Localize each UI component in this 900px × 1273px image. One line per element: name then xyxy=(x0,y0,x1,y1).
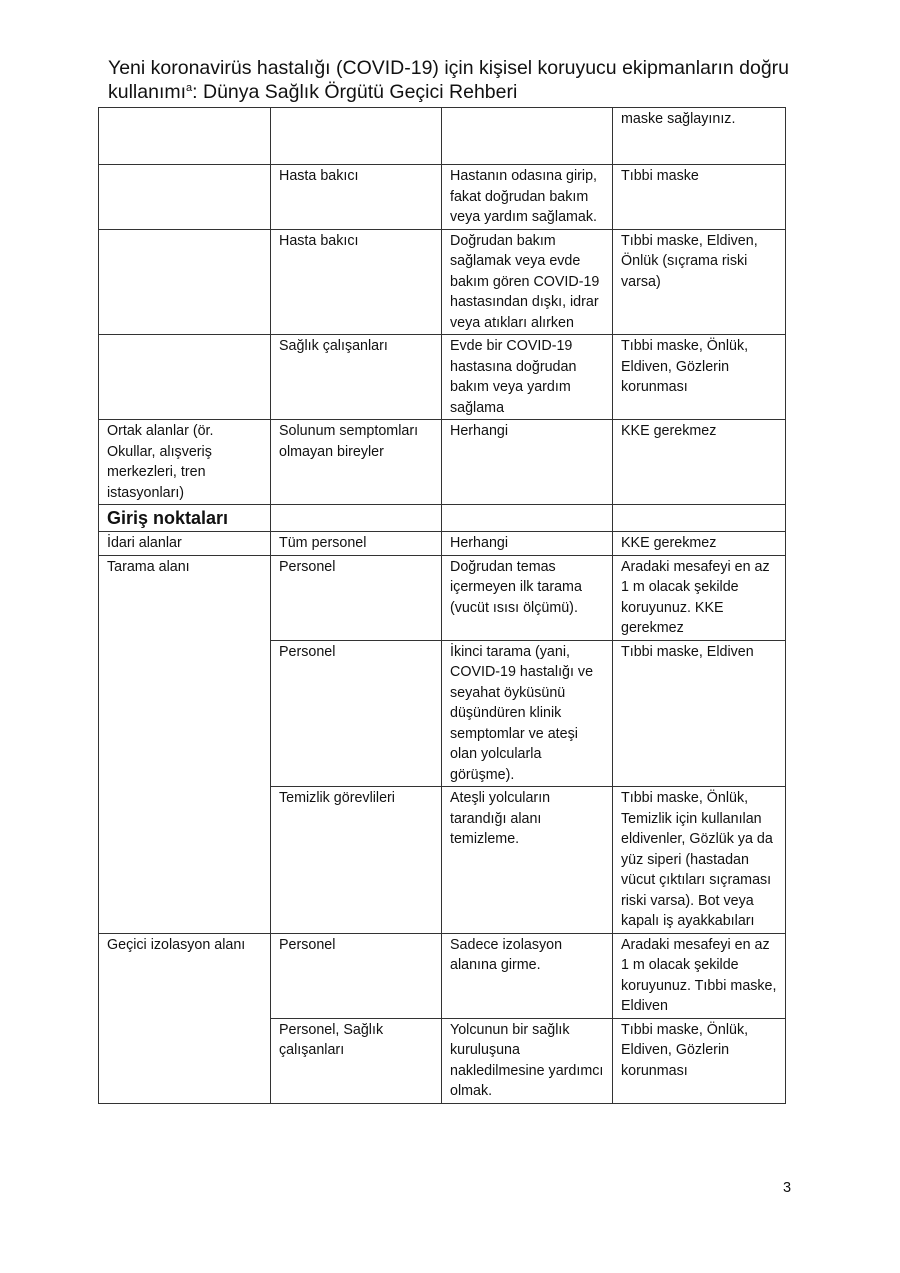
personnel-cell: Personel xyxy=(271,640,442,787)
ppe-cell: Aradaki mesafeyi en az 1 m olacak şekilde koruyunuz. Tıbbi maske, Eldiven xyxy=(613,933,786,1018)
personnel-cell: Sağlık çalışanları xyxy=(271,335,442,420)
header-title-rest: : Dünya Sağlık Örgütü Geçici Rehberi xyxy=(192,81,518,103)
ppe-cell: Tıbbi maske, Önlük, Temizlik için kullanılan eldivenler, Gözlük ya da yüz siperi (hastadan vücut çıktıları sıçraması riski varsa). Bot veya kapalı iş ayakkabıları xyxy=(613,787,786,934)
empty-cell xyxy=(613,505,786,532)
header-title-word: kullanımı xyxy=(108,81,187,103)
ppe-cell: Tıbbi maske xyxy=(613,165,786,230)
table-row xyxy=(99,335,786,420)
table-row xyxy=(99,108,786,165)
table-row xyxy=(99,229,786,335)
setting-cell: İdari alanlar xyxy=(99,532,271,556)
table-row xyxy=(99,165,786,230)
empty-cell xyxy=(271,505,442,532)
setting-cell xyxy=(99,108,271,165)
setting-cell xyxy=(99,229,271,335)
empty-cell xyxy=(442,505,613,532)
activity-cell: İkinci tarama (yani, COVID-19 hastalığı ve seyahat öyküsünü düşündüren klinik semptomlar ve ateşi olan yolcularla görüşme). xyxy=(442,640,613,787)
ppe-cell: Tıbbi maske, Önlük, Eldiven, Gözlerin korunması xyxy=(613,335,786,420)
ppe-table xyxy=(98,107,786,1104)
personnel-cell: Temizlik görevlileri xyxy=(271,787,442,934)
activity-cell: Ateşli yolcuların tarandığı alanı temizleme. xyxy=(442,787,613,934)
personnel-cell: Personel xyxy=(271,555,442,640)
ppe-cell: Tıbbi maske, Eldiven xyxy=(613,640,786,787)
personnel-cell: Hasta bakıcı xyxy=(271,165,442,230)
header-title-line-1: Yeni koronavirüs hastalığı (COVID-19) için kişisel koruyucu ekipmanların doğru xyxy=(108,57,790,79)
personnel-cell: Hasta bakıcı xyxy=(271,229,442,335)
setting-cell: Geçici izolasyon alanı xyxy=(99,933,271,1103)
activity-cell: Herhangi xyxy=(442,420,613,505)
document-header xyxy=(108,56,808,104)
table-row xyxy=(99,933,786,1018)
personnel-cell: Solunum semptomları olmayan bireyler xyxy=(271,420,442,505)
ppe-cell: Tıbbi maske, Eldiven, Önlük (sıçrama riski varsa) xyxy=(613,229,786,335)
table-row xyxy=(99,555,786,640)
activity-cell: Doğrudan temas içermeyen ilk tarama (vucüt ısısı ölçümü). xyxy=(442,555,613,640)
section-row xyxy=(99,505,786,532)
setting-cell xyxy=(99,165,271,230)
activity-cell: Doğrudan bakım sağlamak veya evde bakım gören COVID-19 hastasından dışkı, idrar veya atıkları alırken xyxy=(442,229,613,335)
page-number: 3 xyxy=(783,1180,792,1196)
header-title-line-2 xyxy=(108,80,808,104)
personnel-cell xyxy=(271,108,442,165)
ppe-cell: KKE gerekmez xyxy=(613,420,786,505)
table-row xyxy=(99,532,786,556)
table-row xyxy=(99,420,786,505)
footnote-marker: a xyxy=(186,82,193,94)
section-heading: Giriş noktaları xyxy=(99,505,271,532)
ppe-cell: Tıbbi maske, Önlük, Eldiven, Gözlerin korunması xyxy=(613,1018,786,1103)
activity-cell: Hastanın odasına girip, fakat doğrudan bakım veya yardım sağlamak. xyxy=(442,165,613,230)
ppe-cell: KKE gerekmez xyxy=(613,532,786,556)
setting-cell: Tarama alanı xyxy=(99,555,271,933)
activity-cell: Evde bir COVID-19 hastasına doğrudan bakım veya yardım sağlama xyxy=(442,335,613,420)
activity-cell xyxy=(442,108,613,165)
ppe-cell: maske sağlayınız. xyxy=(613,108,786,165)
personnel-cell: Tüm personel xyxy=(271,532,442,556)
activity-cell: Herhangi xyxy=(442,532,613,556)
personnel-cell: Personel xyxy=(271,933,442,1018)
personnel-cell: Personel, Sağlık çalışanları xyxy=(271,1018,442,1103)
ppe-cell: Aradaki mesafeyi en az 1 m olacak şekilde koruyunuz. KKE gerekmez xyxy=(613,555,786,640)
setting-cell: Ortak alanlar (ör. Okullar, alışveriş merkezleri, tren istasyonları) xyxy=(99,420,271,505)
activity-cell: Yolcunun bir sağlık kuruluşuna nakledilmesine yardımcı olmak. xyxy=(442,1018,613,1103)
setting-cell xyxy=(99,335,271,420)
activity-cell: Sadece izolasyon alanına girme. xyxy=(442,933,613,1018)
